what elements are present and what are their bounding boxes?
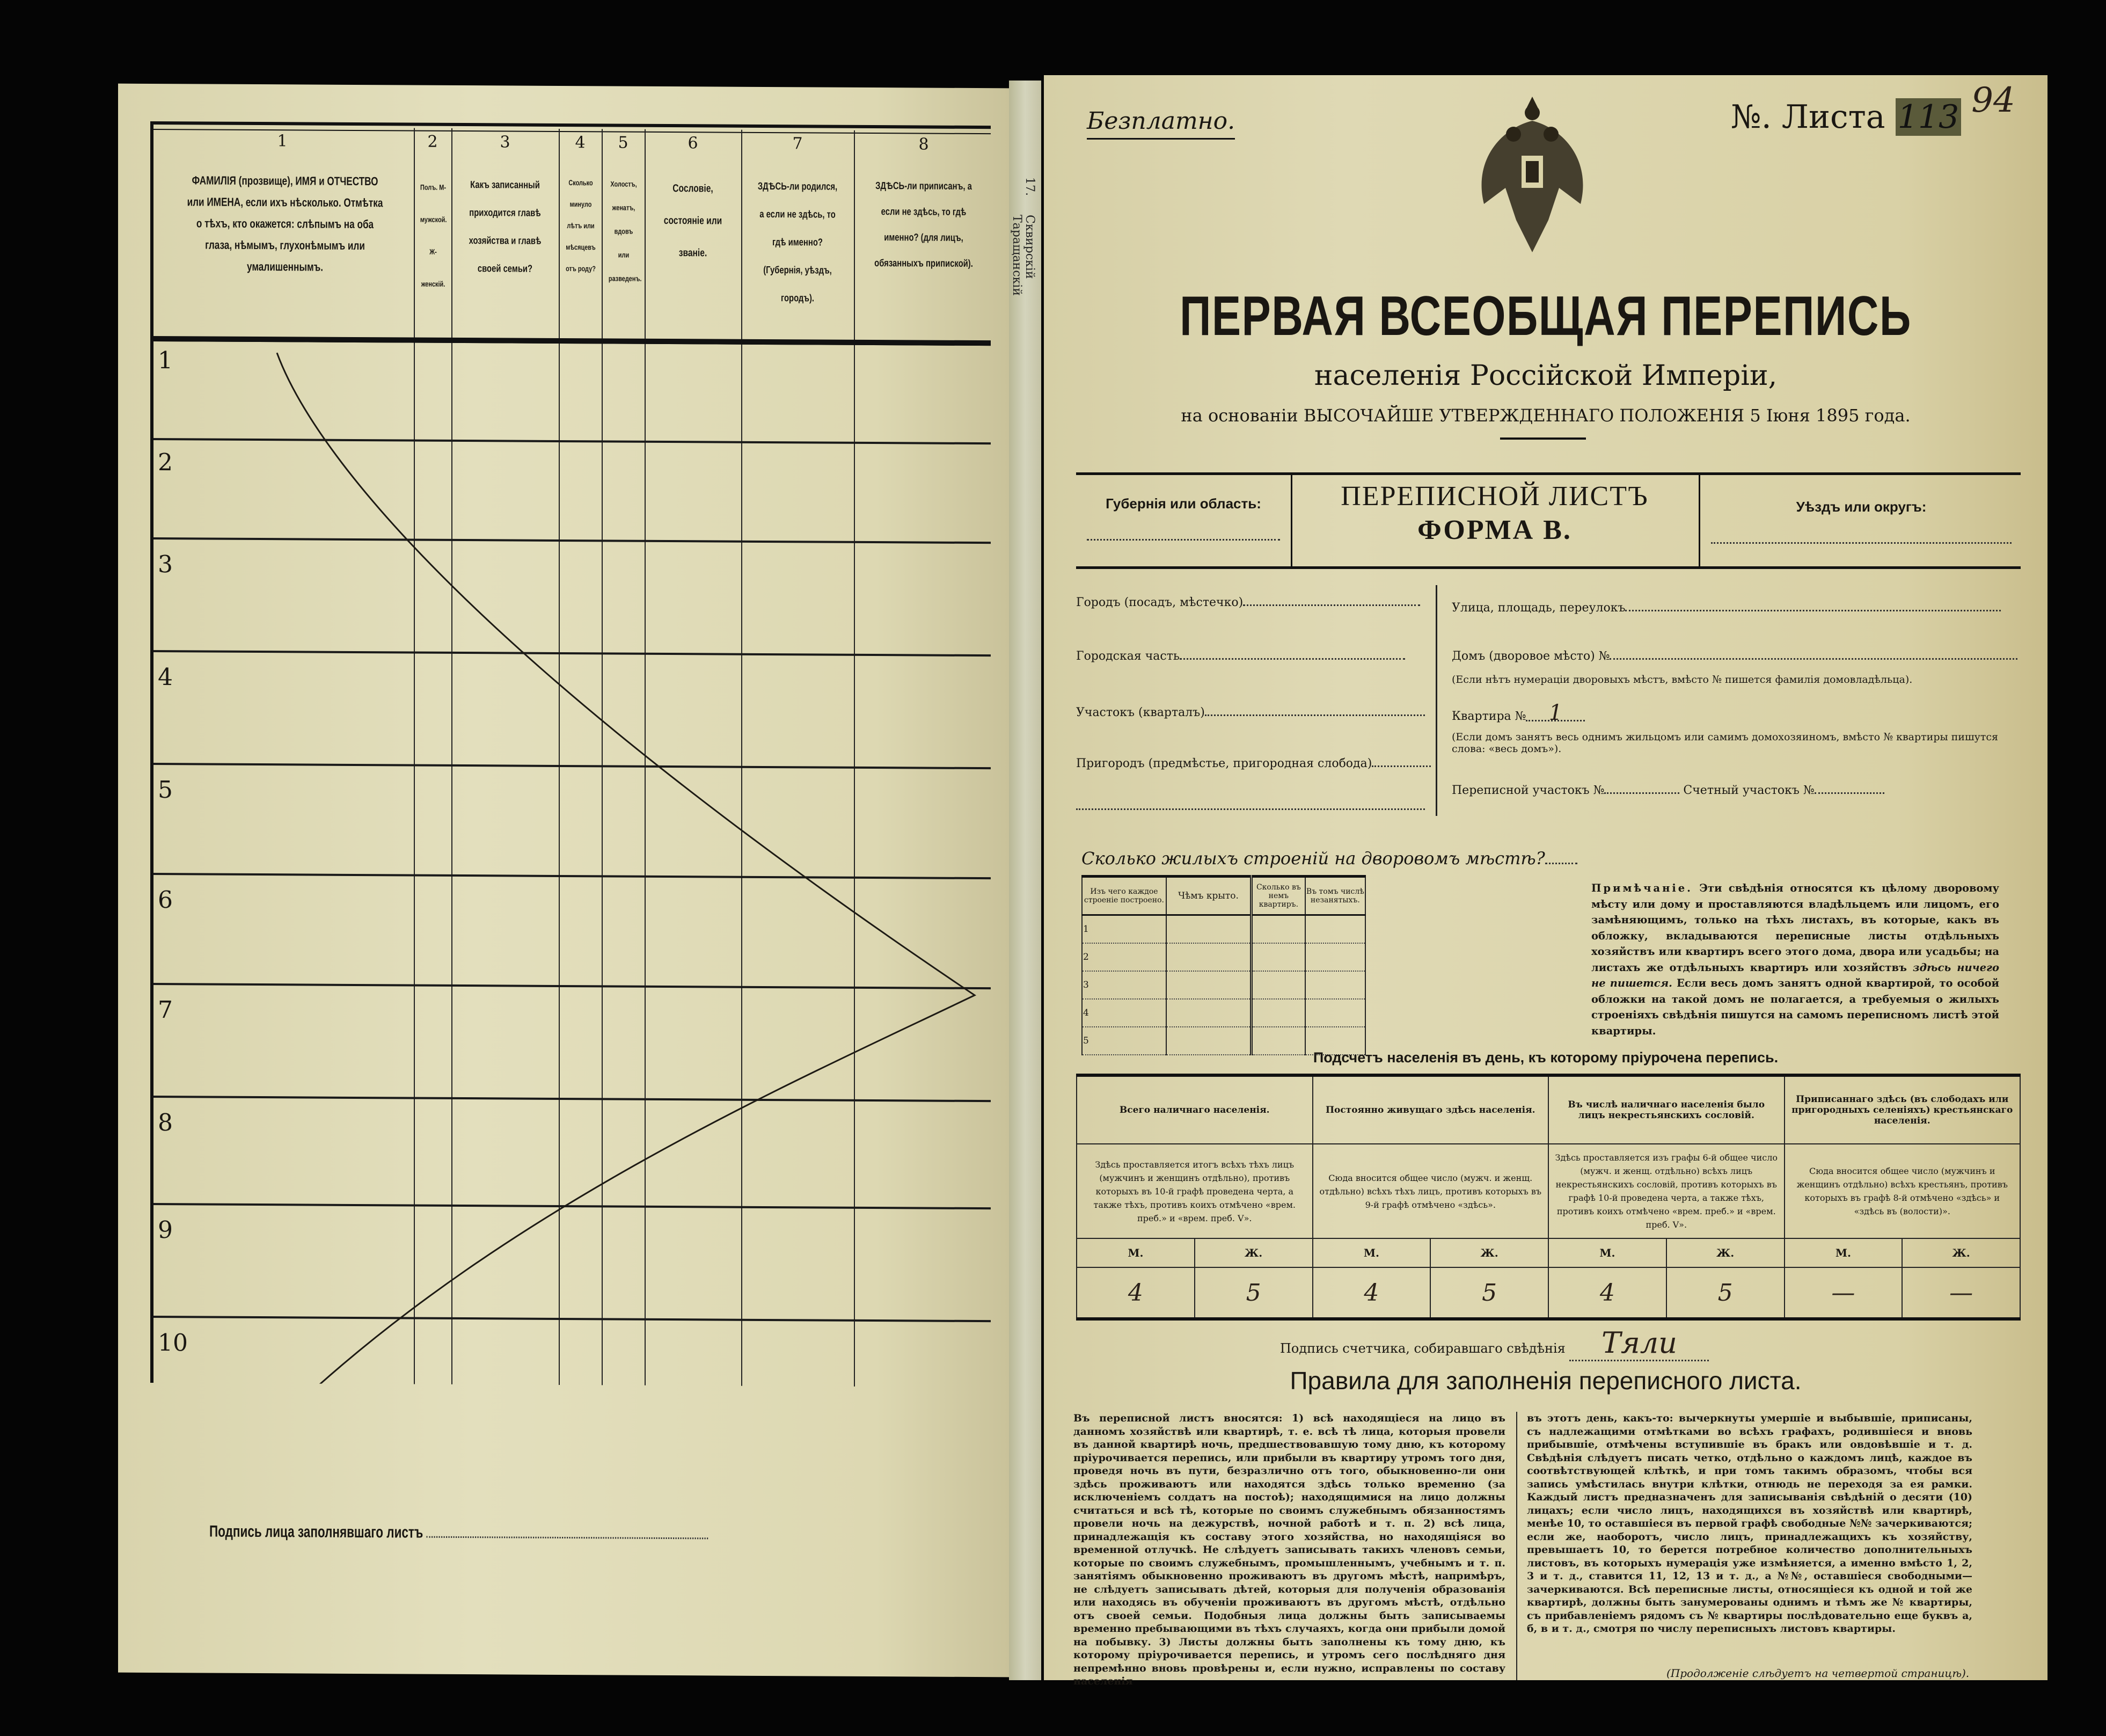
structures-row: 3 — [1082, 971, 1365, 999]
male-label: М. — [1077, 1238, 1195, 1267]
female-label: Ж. — [1666, 1238, 1785, 1267]
count-resident-female[interactable]: 5 — [1430, 1267, 1548, 1319]
rules-column-1: Въ переписной листъ вносятся: 1) всѣ находящіеся на лицо въ данномъ хозяйствѣ или квартирѣ, т. е. всѣ тѣ лица, которыя провели въ данной квартирѣ ночь, предшествовавшую тому дню, къ которому пріурочивается перепись, или прибыли въ квартиру утромъ того дня, проведя ночь въ пути, безразлично отъ того, обыкновенно-ли они здѣсь проживаютъ или находятся здѣсь только временно (за исключеніемъ солдатъ на постоѣ); находящимися на лицо должны считаться и всѣ тѣ, которые по своимъ служебнымъ обязанностямъ провели ночь на дежурствѣ, ночной работѣ и т. п. 2) всѣ лица, принадлежащія къ составу этого хозяйства, но находящіяся во временной отлучкѣ. Не слѣдуетъ записывать такихъ членовъ семьи, которые по своимъ служебнымъ, промышленнымъ, учебнымъ и т. п. занятіямъ обыкновенно проживаютъ въ другомъ мѣстѣ, напримѣръ, не слѣдуетъ записывать дѣтей, которыя для полученія образованія или находясь въ обученіи проживаютъ въ другомъ мѣстѣ, отдѣльно отъ своей семьи. Подобныя лица должны быть записываемы временно пребывающими въ тѣхъ случаяхъ, когда они прибыли домой на побывку. 3) Листы должны быть заполнены къ тому дню, къ которому пріурочивается перепись, и утромъ сего послѣдняго дня непремѣнно вновь провѣрены и, если нужно, исправлены по составу населенія — [1073, 1412, 1505, 1687]
row-number: 2 — [158, 449, 173, 477]
structures-col-apartments: Сколько въ немъ квартиръ. — [1252, 877, 1305, 915]
structures-row: 2 — [1082, 943, 1365, 971]
col-number: 2 — [427, 132, 438, 151]
group-desc: Здѣсь проставляется изъ графы 6-й общее число (мужч. и женщ. отдѣльно) всѣхъ лицъ некрестьянскихъ сословій, противъ которыхъ въ графѣ 10-й проведена черта, а также тѣхъ, противъ коихъ отмѣчено «врем. преб.» и «врем. преб. V». — [1548, 1144, 1785, 1238]
field-apartment: Квартира № 1 — [1452, 706, 1585, 723]
structures-col-roof: Чѣмъ крыто. — [1166, 877, 1252, 915]
rules-title: Правила для заполненія переписного листа. — [1290, 1367, 1802, 1395]
form-label: ФОРМА В. — [1417, 515, 1572, 545]
field-house: Домъ (дворовое мѣсто) № — [1452, 650, 2017, 663]
female-label: Ж. — [1430, 1238, 1548, 1267]
counter-signature-input[interactable]: Тяли — [1569, 1326, 1709, 1361]
structures-col-material: Изъ чего каждое строеніе построено. — [1082, 877, 1166, 915]
count-nonpeasant-female[interactable]: 5 — [1666, 1267, 1785, 1319]
census-district-input[interactable] — [1604, 792, 1679, 794]
col-number: 8 — [918, 135, 929, 154]
row-number: 6 — [158, 886, 173, 914]
structures-col-vacant: Въ томъ числѣ незанятыхъ. — [1305, 877, 1365, 915]
province-cell — [1076, 475, 1292, 566]
group-header: Постоянно живущаго здѣсь населенія. — [1313, 1075, 1549, 1144]
fields-divider — [1436, 585, 1437, 816]
field-census-district: Переписной участокъ № Счетный участокъ № — [1452, 784, 1884, 797]
group-desc: Здѣсь проставляется итогъ всѣхъ тѣхъ лицъ (мужчинъ и женщинъ отдѣльно), противъ которыхъ въ 10-й графѣ проведена черта, а также тѣхъ, противъ коихъ отмѣчено «врем. преб.» и «врем. преб. V». — [1077, 1144, 1313, 1238]
sheet-number: №. Листа 113 94 — [1731, 81, 2015, 136]
header-registered: ЗДѢСЬ-ли приписанъ, а если не здѣсь, то гдѣ именно? (для лицъ, обязанныхъ припиской). — [874, 180, 973, 269]
sheet-number-crossed: 113 — [1896, 98, 1962, 136]
house-note: (Если нѣтъ нумераціи дворовыхъ мѣстъ, вмѣсто № пишется фамилія домовладѣльца). — [1452, 674, 1913, 685]
count-peasant-male[interactable]: — — [1785, 1267, 1903, 1319]
female-label: Ж. — [1902, 1238, 2020, 1267]
sheet-title: ПЕРЕПИСНОЙ ЛИСТЪ — [1341, 481, 1649, 512]
row-number: 8 — [158, 1109, 173, 1137]
col-number: 3 — [500, 133, 510, 152]
structures-note: Примѣчаніе. Эти свѣдѣнія относятся къ цѣлому дворовому мѣсту или дому и проставляются владѣльцемъ или лицомъ, его замѣняющимъ, только на тѣхъ листахъ, въ которые, какъ въ обложку, вкладываются переписные листы отдѣльныхъ хозяйствъ или квартиръ всего этого дома, двора или усадьбы; на листахъ же отдѣльныхъ квартиръ или хозяйствъ здѣсь ничего не пишется. Если весь домъ занятъ одной квартирой, то особой обложки на такой домъ не полагается, а требуемыя о жилыхъ строеніяхъ свѣдѣнія пишутся на самомъ переписномъ листѣ этой квартиры. — [1591, 882, 1999, 1037]
count-resident-male[interactable]: 4 — [1313, 1267, 1431, 1319]
form-title-cell — [1291, 475, 1699, 566]
field-suburb-line2 — [1076, 800, 1425, 813]
row-number: 7 — [158, 996, 173, 1024]
group-desc: Сюда вносится общее число (мужч. и женщ. отдѣльно) всѣхъ тѣхъ лицъ, противъ которыхъ въ 9-й графѣ отмѣчено «здѣсь». — [1313, 1144, 1549, 1238]
sheet-number-handwritten: 94 — [1971, 81, 2015, 120]
legal-basis: на основаніи ВЫСОЧАЙШЕ УТВЕРЖДЕННАГО ПОЛОЖЕНІЯ 5 Іюня 1895 года. — [1181, 405, 1911, 426]
house-input[interactable] — [1610, 658, 2017, 660]
col-number: 6 — [688, 134, 698, 153]
page-title: ПЕРВАЯ ВСЕОБЩАЯ ПЕРЕПИСЬ — [1180, 285, 1912, 347]
district-input[interactable] — [1711, 542, 2012, 544]
header-sex: Полъ. М-мужской. Ж-женскій. — [420, 183, 447, 288]
group-desc: Сюда вносится общее число (мужчинъ и женщинъ отдѣльно) всѣхъ крестьянъ, противъ которыхъ въ графѣ 8-й отмѣчено «здѣсь» и «здѣсь въ (волости)». — [1785, 1144, 2021, 1238]
suburb-input-2[interactable] — [1076, 808, 1425, 810]
field-city-part: Городская часть — [1076, 650, 1405, 663]
count-district-input[interactable] — [1815, 792, 1884, 794]
structures-row: 4 — [1082, 999, 1365, 1027]
count-peasant-female[interactable]: — — [1902, 1267, 2020, 1319]
group-header: Въ числѣ наличнаго населенія было лицъ некрестьянскихъ сословій. — [1548, 1075, 1785, 1144]
row-number: 3 — [158, 551, 173, 579]
male-label: М. — [1785, 1238, 1903, 1267]
cancel-stroke-icon — [153, 121, 991, 1387]
title-rule — [1500, 437, 1586, 440]
header-name: ФАМИЛІЯ (прозвище), ИМЯ и ОТЧЕСТВО или ИМЕНА, если ихъ нѣсколько. Отмѣтка о тѣхъ, кто окажется: слѣпымъ на оба глаза, нѣмымъ, глухонѣмымъ или умалишеннымъ. — [187, 173, 383, 274]
form-header-box — [1076, 472, 2021, 569]
col-number: 1 — [277, 132, 288, 151]
structures-table — [1081, 875, 1366, 1055]
district-cell — [1699, 475, 2022, 566]
filler-signature-label: Подпись лица заполнявшаго листъ — [209, 1523, 708, 1544]
province-input[interactable] — [1087, 539, 1280, 541]
group-header: Приписаннаго здѣсь (въ слободахъ или пригородныхъ селеніяхъ) крестьянскаго населенія. — [1785, 1075, 2021, 1144]
population-count-title: Подсчетъ населенія въ день, къ которому пріурочена перепись. — [1313, 1049, 1779, 1066]
counter-signature: Подпись счетчика, собиравшаго свѣдѣнія Тяли — [1280, 1326, 1709, 1361]
spine-number: 17. — [1023, 177, 1036, 196]
structures-row: 5 — [1082, 1027, 1365, 1055]
rules-divider — [1516, 1412, 1517, 1680]
field-block: Участокъ (кварталъ) — [1076, 706, 1425, 719]
structures-input[interactable] — [1545, 863, 1577, 864]
row-number: 1 — [158, 347, 173, 375]
male-label: М. — [1548, 1238, 1666, 1267]
spine-label-district: Таращанскій — [1010, 215, 1023, 296]
header-estate: Сословіе, состояніе или званіе. — [663, 183, 722, 259]
row-number: 10 — [158, 1329, 188, 1357]
count-present-female[interactable]: 5 — [1195, 1267, 1313, 1319]
count-present-male[interactable]: 4 — [1077, 1267, 1195, 1319]
right-page — [1044, 75, 2048, 1687]
row-number: 9 — [158, 1216, 173, 1244]
province-label: Губернія или область: — [1106, 495, 1261, 512]
filler-signature-line[interactable] — [427, 1536, 708, 1540]
female-label: Ж. — [1195, 1238, 1313, 1267]
district-label: Уѣздъ или округъ: — [1796, 499, 1927, 515]
left-page — [118, 84, 1009, 1677]
header-relation: Какъ записанный приходится главѣ хозяйства и главѣ своей семьи? — [469, 179, 542, 275]
suburb-input[interactable] — [1372, 765, 1431, 767]
free-label: Безплатно. — [1087, 107, 1235, 140]
double-headed-eagle-icon — [1468, 97, 1597, 258]
spine-binding — [1009, 81, 1041, 1680]
col-number: 7 — [792, 134, 803, 154]
apartment-input[interactable]: 1 — [1526, 706, 1585, 721]
block-input[interactable] — [1205, 714, 1425, 716]
group-header: Всего наличнаго населенія. — [1077, 1075, 1313, 1144]
spine-label-district: Сквирскій — [1023, 215, 1036, 279]
header-age: Сколько минуло лѣтъ или мѣсяцевъ отъ роду? — [566, 178, 596, 273]
field-suburb: Пригородъ (предмѣстье, пригородная слобода) — [1076, 757, 1431, 770]
city-input[interactable] — [1243, 604, 1420, 606]
row-number: 4 — [158, 663, 173, 691]
structures-question: Сколько жилыхъ строеній на дворовомъ мѣстѣ? — [1081, 848, 1577, 869]
address-fields — [1076, 585, 2021, 837]
rules-column-2: въ этотъ день, какъ-то: вычеркнуты умершіе и выбывшіе, приписаны, съ надлежащими отмѣтками во всѣхъ графахъ, родившіеся и вновь прибывшіе, отмѣчены вступившіе въ бракъ или овдовѣвшіе и т. д. Свѣдѣнія слѣдуетъ писать четко, отдѣльно о каждомъ лицѣ, каждое въ соотвѣтствующей клѣткѣ, и при томъ такимъ образомъ, чтобы вся запись умѣстилась внутри клѣтки, отнюдь не переходя за ея рамки. Каждый листъ предназначенъ для записыванія свѣдѣній о десяти (10) лицахъ; если число лицъ, находящихся въ хозяйствѣ или квартирѣ, менѣе 10, то оставшіеся въ первой графѣ свободные №№ зачеркиваются; если же, наоборотъ, число лицъ, принадлежащихъ къ хозяйству, превышаетъ 10, то берется потребное количество дополнительныхъ листовъ, въ которыхъ нумерація уже измѣняется, а именно вмѣсто 1, 2, 3 и т. д., ставится 11, 12, 13 и т. д., а №№, оставшіеся свободными—зачеркиваются. Всѣ переписные листы, относящіеся къ одной и той же квартирѣ, должны быть занумерованы однимъ и тѣмъ же № квартиры, съ прибавленіемъ рядомъ съ № квартиры послѣдовательно еще буквъ а, б, в и т. д., смотря по числу переписныхъ листовъ квартиры. — [1527, 1412, 1972, 1635]
header-birthplace: ЗДѢСЬ-ли родился, а если не здѣсь, то гдѣ именно? (Губернія, уѣздъ, городъ). — [757, 180, 838, 304]
col-number: 4 — [575, 133, 586, 152]
row-number: 5 — [158, 776, 173, 804]
city-part-input[interactable] — [1180, 658, 1405, 660]
male-label: М. — [1313, 1238, 1431, 1267]
rules-continued: (Продолженіе слѣдуетъ на четвертой страницѣ). — [1666, 1667, 1970, 1680]
col-number: 5 — [618, 133, 628, 152]
street-input[interactable] — [1625, 610, 2001, 611]
apartment-note: (Если домъ занятъ весь однимъ жильцомъ или самимъ домохозяиномъ, вмѣсто № квартиры пишутся слова: «весь домъ»). — [1452, 731, 1998, 755]
population-count-table — [1076, 1074, 2021, 1321]
header-marital: Холостъ, женатъ, вдовъ или разведенъ. — [608, 179, 642, 283]
page-subtitle: населенія Россійской Имперіи, — [1314, 360, 1778, 392]
structures-row: 1 — [1082, 915, 1365, 944]
count-nonpeasant-male[interactable]: 4 — [1548, 1267, 1666, 1319]
person-table — [150, 121, 991, 1387]
field-city: Городъ (посадъ, мѣстечко) — [1076, 596, 1420, 609]
field-street: Улица, площадь, переулокъ — [1452, 601, 2001, 615]
